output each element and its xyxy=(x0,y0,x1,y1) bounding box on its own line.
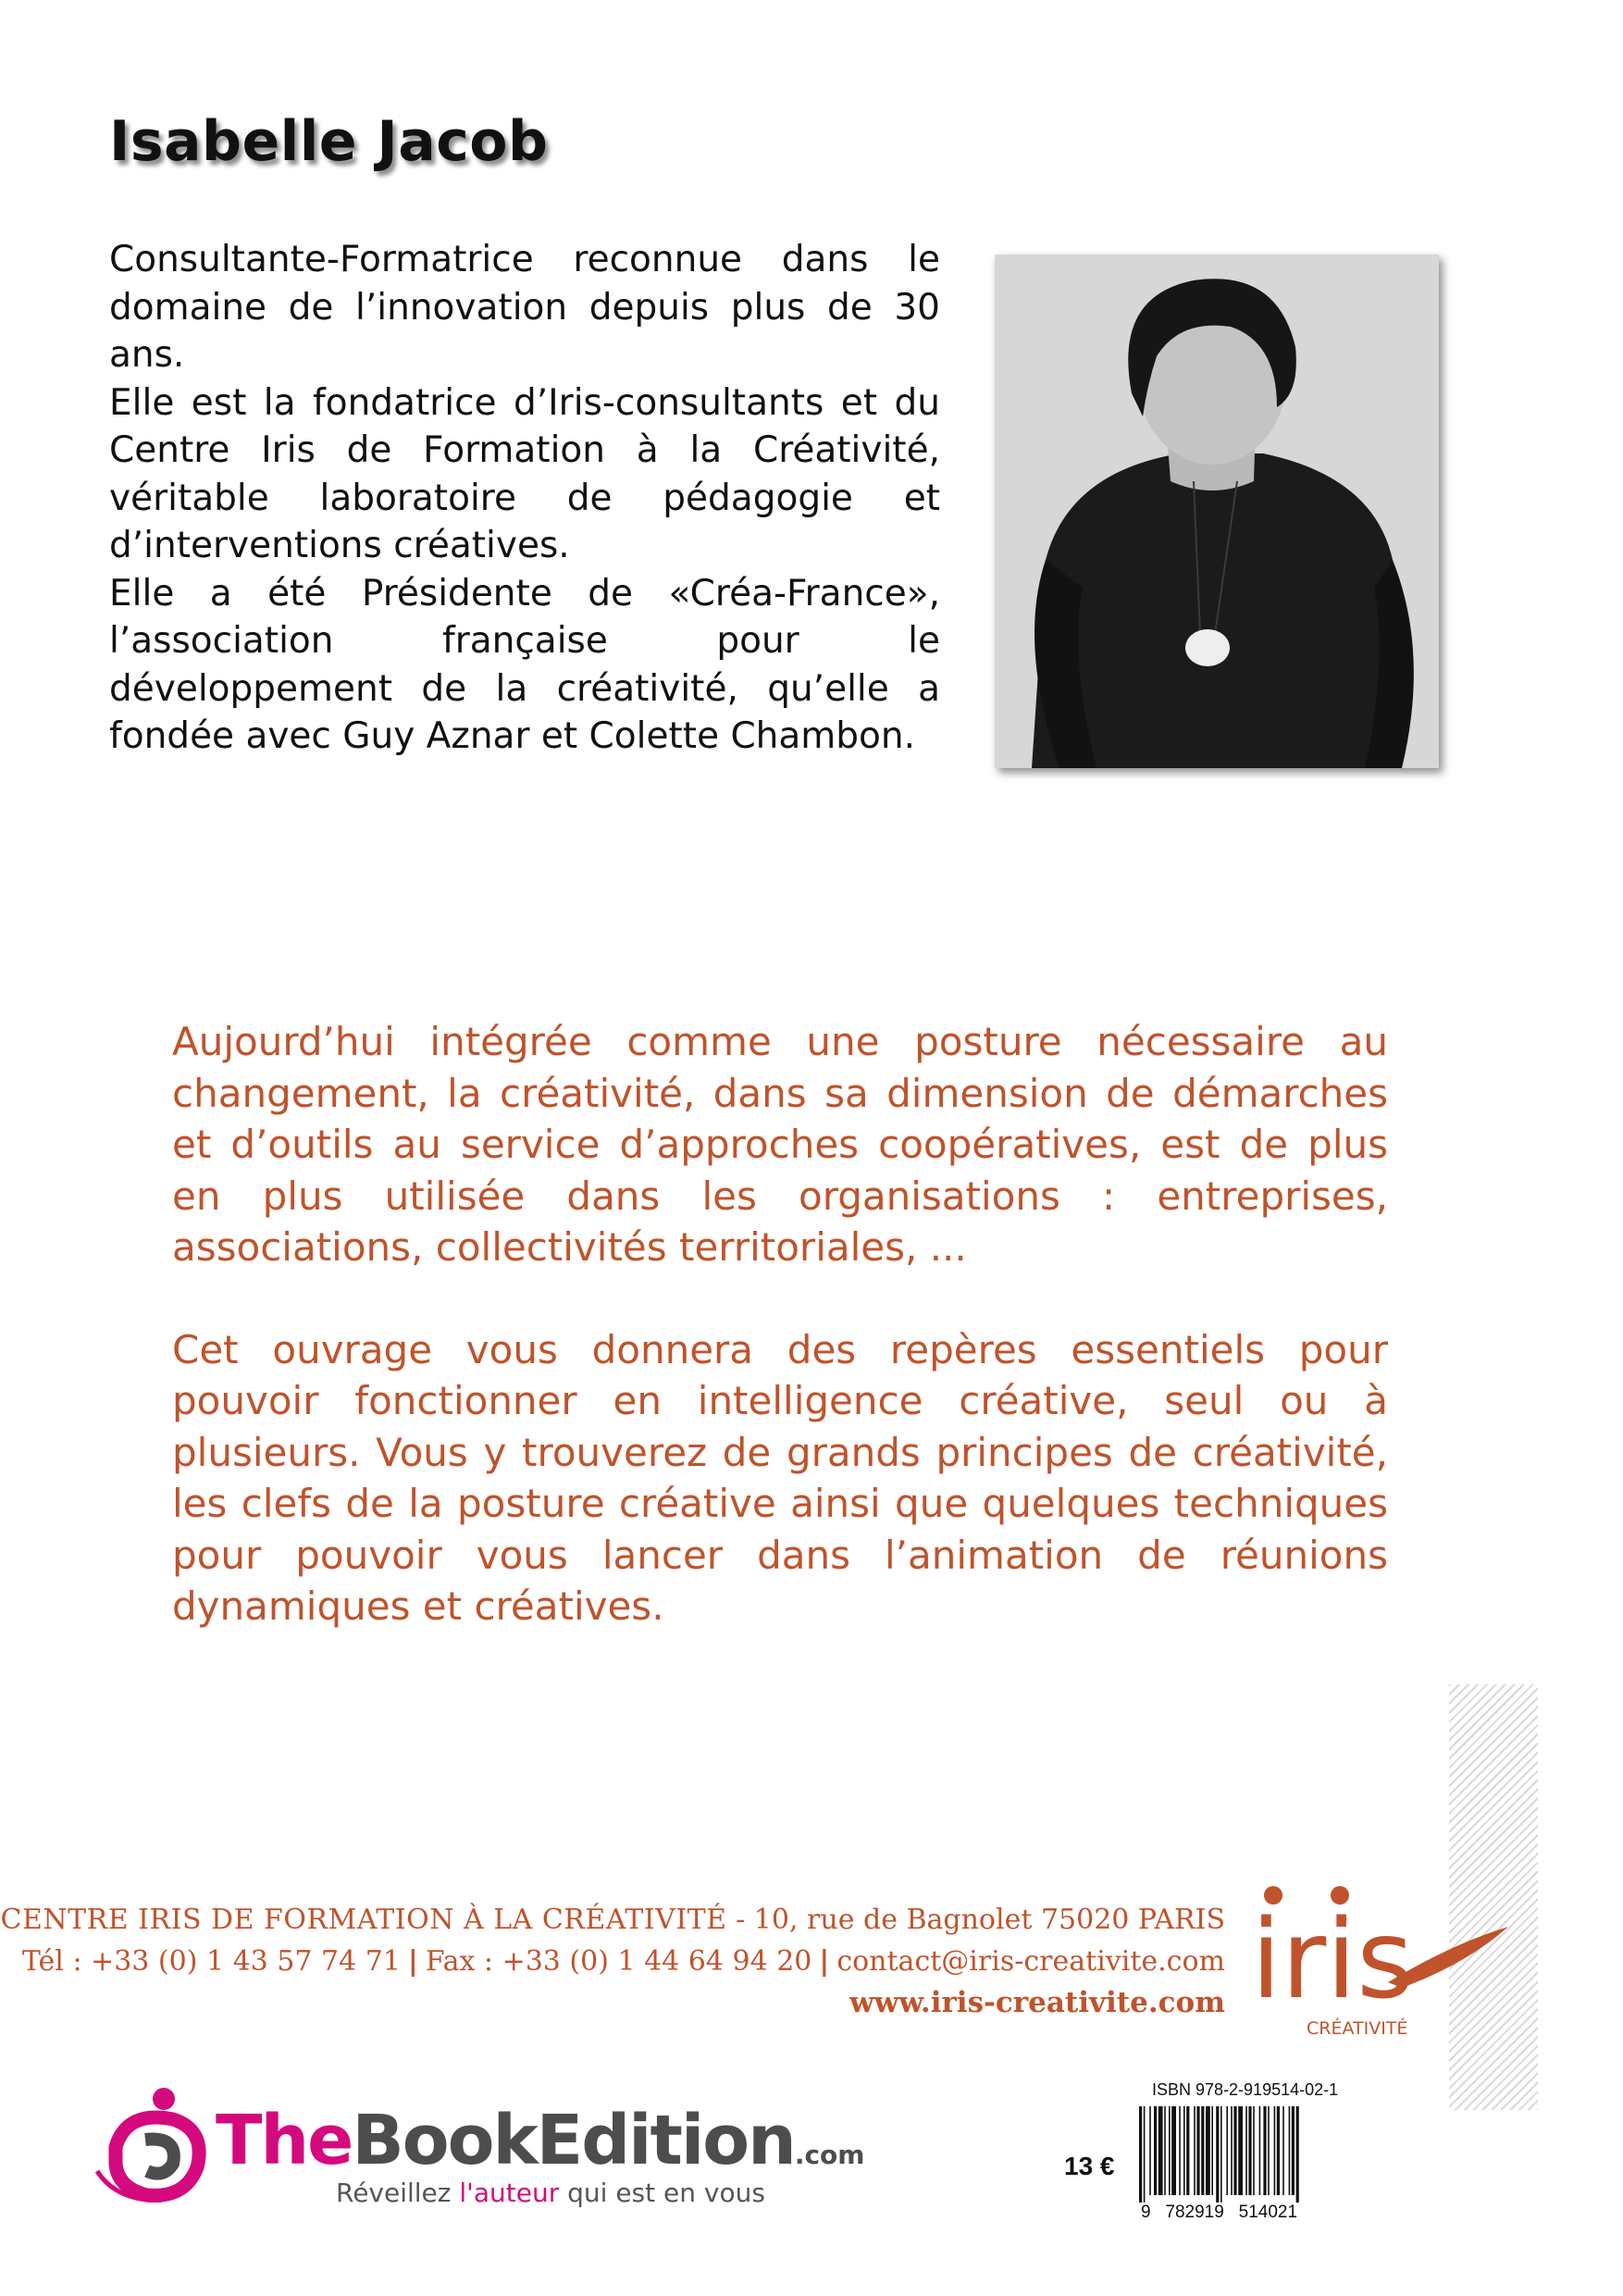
barcode-bar xyxy=(1183,2106,1185,2195)
barcode-bar xyxy=(1216,2106,1219,2203)
barcode-bar xyxy=(1231,2106,1233,2195)
barcode-bar xyxy=(1282,2106,1284,2195)
price-label: 13 € xyxy=(1064,2152,1115,2180)
iris-logo-graphic xyxy=(1249,1879,1513,2045)
contact-website[interactable]: www.iris-creativite.com xyxy=(849,1986,1225,2019)
publisher-name-the: The xyxy=(216,2101,353,2180)
book-summary xyxy=(172,1016,1388,1683)
barcode-bar xyxy=(1158,2106,1163,2195)
barcode-bar xyxy=(1253,2106,1255,2195)
barcode-bar xyxy=(1171,2106,1176,2195)
contact-tel: Tél : +33 (0) 1 43 57 74 71 xyxy=(21,1945,401,1978)
bio-paragraph: Consultante-Formatrice reconnue dans le domaine de l’innovation depuis plus de 30 ans. xyxy=(109,239,940,376)
barcode-bar xyxy=(1164,2106,1166,2195)
publisher-name-rest: BookEdition xyxy=(352,2101,795,2180)
contact-block xyxy=(1,1899,1225,2024)
barcode-bar xyxy=(1248,2106,1251,2195)
barcode-bar xyxy=(1263,2106,1266,2195)
barcode-bar xyxy=(1233,2106,1236,2195)
iris-creativite-logo xyxy=(1249,1879,1513,2045)
barcode-bar xyxy=(1296,2106,1299,2203)
barcode-bar xyxy=(1289,2106,1291,2195)
barcode-bar xyxy=(1169,2106,1171,2195)
barcode-bar xyxy=(1220,2106,1222,2203)
separator: | xyxy=(407,1945,418,1978)
publisher-name-suffix: .com xyxy=(794,2140,865,2170)
tagline-before: Réveillez xyxy=(336,2178,460,2208)
barcode-bar xyxy=(1149,2106,1151,2195)
barcode-bar xyxy=(1268,2106,1270,2195)
barcode-bar xyxy=(1179,2106,1181,2195)
barcode-bar xyxy=(1238,2106,1243,2195)
barcode-bar xyxy=(1292,2106,1295,2195)
barcode-bar xyxy=(1194,2106,1196,2195)
author-portrait-image xyxy=(995,254,1439,768)
author-name: Isabelle Jacob xyxy=(109,109,549,174)
publisher-logo xyxy=(88,2082,865,2212)
barcode-digits: 9 782919 514021 xyxy=(1141,2203,1298,2221)
publisher-tagline xyxy=(336,2178,765,2208)
barcode-bar xyxy=(1277,2106,1280,2195)
barcode-bar xyxy=(1226,2106,1228,2195)
barcode-bar xyxy=(1206,2106,1210,2195)
barcode-bar xyxy=(1144,2106,1146,2203)
author-bio xyxy=(109,236,940,761)
contact-line-address xyxy=(1,1899,1225,1941)
bio-paragraph: Elle a été Présidente de «Créa-France», l’association française pour le développement de la créativité, qu’elle a fondée avec Guy Aznar et Colette Chambon. xyxy=(109,572,940,757)
isbn-barcode xyxy=(1132,2103,1351,2221)
thebookedition-icon xyxy=(88,2082,222,2203)
barcode-bar xyxy=(1274,2106,1276,2195)
barcode-bar xyxy=(1245,2106,1247,2195)
summary-paragraph: Aujourd’hui intégrée comme une posture nécessaire au changement, la créativité, dans sa dimension de démarches et d’outils au service d’approches coopératives, est de plus en plus utilisée dans les organisations : entreprises, associations, collectivités territoriales, ... xyxy=(172,1019,1388,1270)
iris-logo-subtitle: CRÉATIVITÉ xyxy=(1307,2018,1408,2039)
barcode-bar xyxy=(1201,2106,1204,2195)
barcode-bar xyxy=(1211,2106,1213,2195)
contact-fax: Fax : +33 (0) 1 44 64 94 20 xyxy=(425,1945,812,1978)
isbn-label: ISBN 978-2-919514-02-1 xyxy=(1152,2080,1339,2099)
barcode-bar xyxy=(1139,2106,1142,2203)
iris-logo-word: iris xyxy=(1251,1895,1414,2023)
tagline-accent: l'auteur xyxy=(459,2178,560,2208)
barcode-bar xyxy=(1196,2106,1199,2195)
author-photo xyxy=(995,254,1439,768)
barcode-bar xyxy=(1259,2106,1261,2195)
bio-paragraph: Elle est la fondatrice d’Iris-consultants et du Centre Iris de Formation à la Créativité, véritable laboratoire de pédagogie et d’interventions créatives. xyxy=(109,381,940,566)
contact-email[interactable]: contact@iris-creativite.com xyxy=(836,1945,1225,1978)
publisher-name xyxy=(216,2101,864,2180)
barcode-bar xyxy=(1186,2106,1189,2195)
summary-paragraph: Cet ouvrage vous donnera des repères essentiels pour pouvoir fonctionner en intelligence créative, seul ou à plusieurs. Vous y trouverez de grands principes de créativité, les clefs de la posture créative ainsi que quelques techniques pour pouvoir vous lancer dans l’animation de réunions dynamiques et créatives. xyxy=(172,1326,1388,1629)
tagline-after: qui est en vous xyxy=(559,2178,765,2208)
contact-line-phone xyxy=(1,1941,1225,1982)
center-name: CENTRE IRIS DE FORMATION À LA CRÉATIVITÉ xyxy=(0,1904,727,1936)
separator: | xyxy=(819,1945,830,1978)
barcode-bar xyxy=(1154,2106,1157,2195)
center-address: - 10, rue de Bagnolet 75020 PARIS xyxy=(726,1904,1225,1936)
barcode-graphic xyxy=(1132,2103,1351,2221)
